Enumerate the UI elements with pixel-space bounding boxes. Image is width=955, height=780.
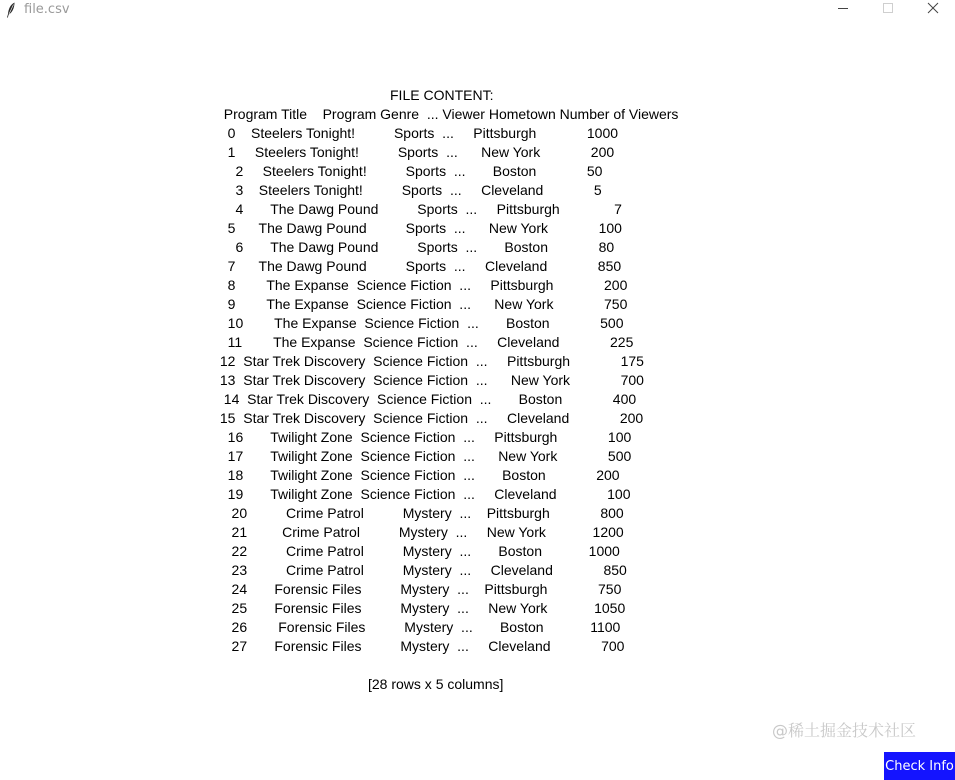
- title-bar[interactable]: [0, 0, 955, 20]
- maximize-button[interactable]: [865, 0, 911, 20]
- table-row: 5 The Dawg Pound Sports ... New York 100: [216, 220, 622, 236]
- table-row: 16 Twilight Zone Science Fiction ... Pittsburgh 100: [216, 429, 632, 445]
- table-row: 10 The Expanse Science Fiction ... Boston 500: [216, 315, 624, 331]
- table-header-row: Program Title Program Genre ... Viewer Hometown Number of Viewers: [216, 106, 679, 122]
- table-row: 20 Crime Patrol Mystery ... Pittsburgh 800: [216, 505, 624, 521]
- table-row: 12 Star Trek Discovery Science Fiction ... Pittsburgh 175: [216, 353, 644, 369]
- table-row: 13 Star Trek Discovery Science Fiction ... New York 700: [216, 372, 644, 388]
- table-row: 1 Steelers Tonight! Sports ... New York 200: [216, 144, 615, 160]
- close-icon: [927, 1, 939, 19]
- table-row: 26 Forensic Files Mystery ... Boston 1100: [216, 619, 621, 635]
- table-row: 14 Star Trek Discovery Science Fiction ... Boston 400: [216, 391, 637, 407]
- check-info-button[interactable]: Check Info: [884, 752, 955, 780]
- table-row: 19 Twilight Zone Science Fiction ... Cleveland 100: [216, 486, 631, 502]
- table-row: 2 Steelers Tonight! Sports ... Boston 50: [216, 163, 603, 179]
- table-row: 8 The Expanse Science Fiction ... Pittsburgh 200: [216, 277, 628, 293]
- table-row: 22 Crime Patrol Mystery ... Boston 1000: [216, 543, 620, 559]
- minimize-icon: [837, 1, 849, 19]
- file-content-heading: FILE CONTENT:: [390, 87, 494, 103]
- table-row: 11 The Expanse Science Fiction ... Cleveland 225: [216, 334, 634, 350]
- row-count-summary: [28 rows x 5 columns]: [368, 676, 504, 692]
- table-row: 25 Forensic Files Mystery ... New York 1050: [216, 600, 626, 616]
- minimize-button[interactable]: [820, 0, 866, 20]
- table-row: 6 The Dawg Pound Sports ... Boston 80: [216, 239, 615, 255]
- table-row: 0 Steelers Tonight! Sports ... Pittsburgh 1000: [216, 125, 619, 141]
- content-area: [0, 20, 955, 780]
- table-row: 23 Crime Patrol Mystery ... Cleveland 850: [216, 562, 627, 578]
- table-row: 17 Twilight Zone Science Fiction ... New York 500: [216, 448, 632, 464]
- feather-icon: [6, 2, 16, 18]
- table-row: 7 The Dawg Pound Sports ... Cleveland 850: [216, 258, 622, 274]
- table-row: 18 Twilight Zone Science Fiction ... Boston 200: [216, 467, 620, 483]
- close-button[interactable]: [910, 0, 955, 20]
- table-row: 3 Steelers Tonight! Sports ... Cleveland 5: [216, 182, 602, 198]
- watermark: @稀土掘金技术社区: [772, 721, 917, 740]
- table-row: 24 Forensic Files Mystery ... Pittsburgh 750: [216, 581, 622, 597]
- table-row: 15 Star Trek Discovery Science Fiction ... Cleveland 200: [216, 410, 644, 426]
- table-row: 9 The Expanse Science Fiction ... New York 750: [216, 296, 628, 312]
- table-row: 21 Crime Patrol Mystery ... New York 1200: [216, 524, 624, 540]
- window-title: file.csv: [24, 2, 70, 17]
- table-row: 27 Forensic Files Mystery ... Cleveland 700: [216, 638, 625, 654]
- table-row: 4 The Dawg Pound Sports ... Pittsburgh 7: [216, 201, 622, 217]
- maximize-icon: [882, 1, 894, 19]
- file-table: [216, 105, 678, 656]
